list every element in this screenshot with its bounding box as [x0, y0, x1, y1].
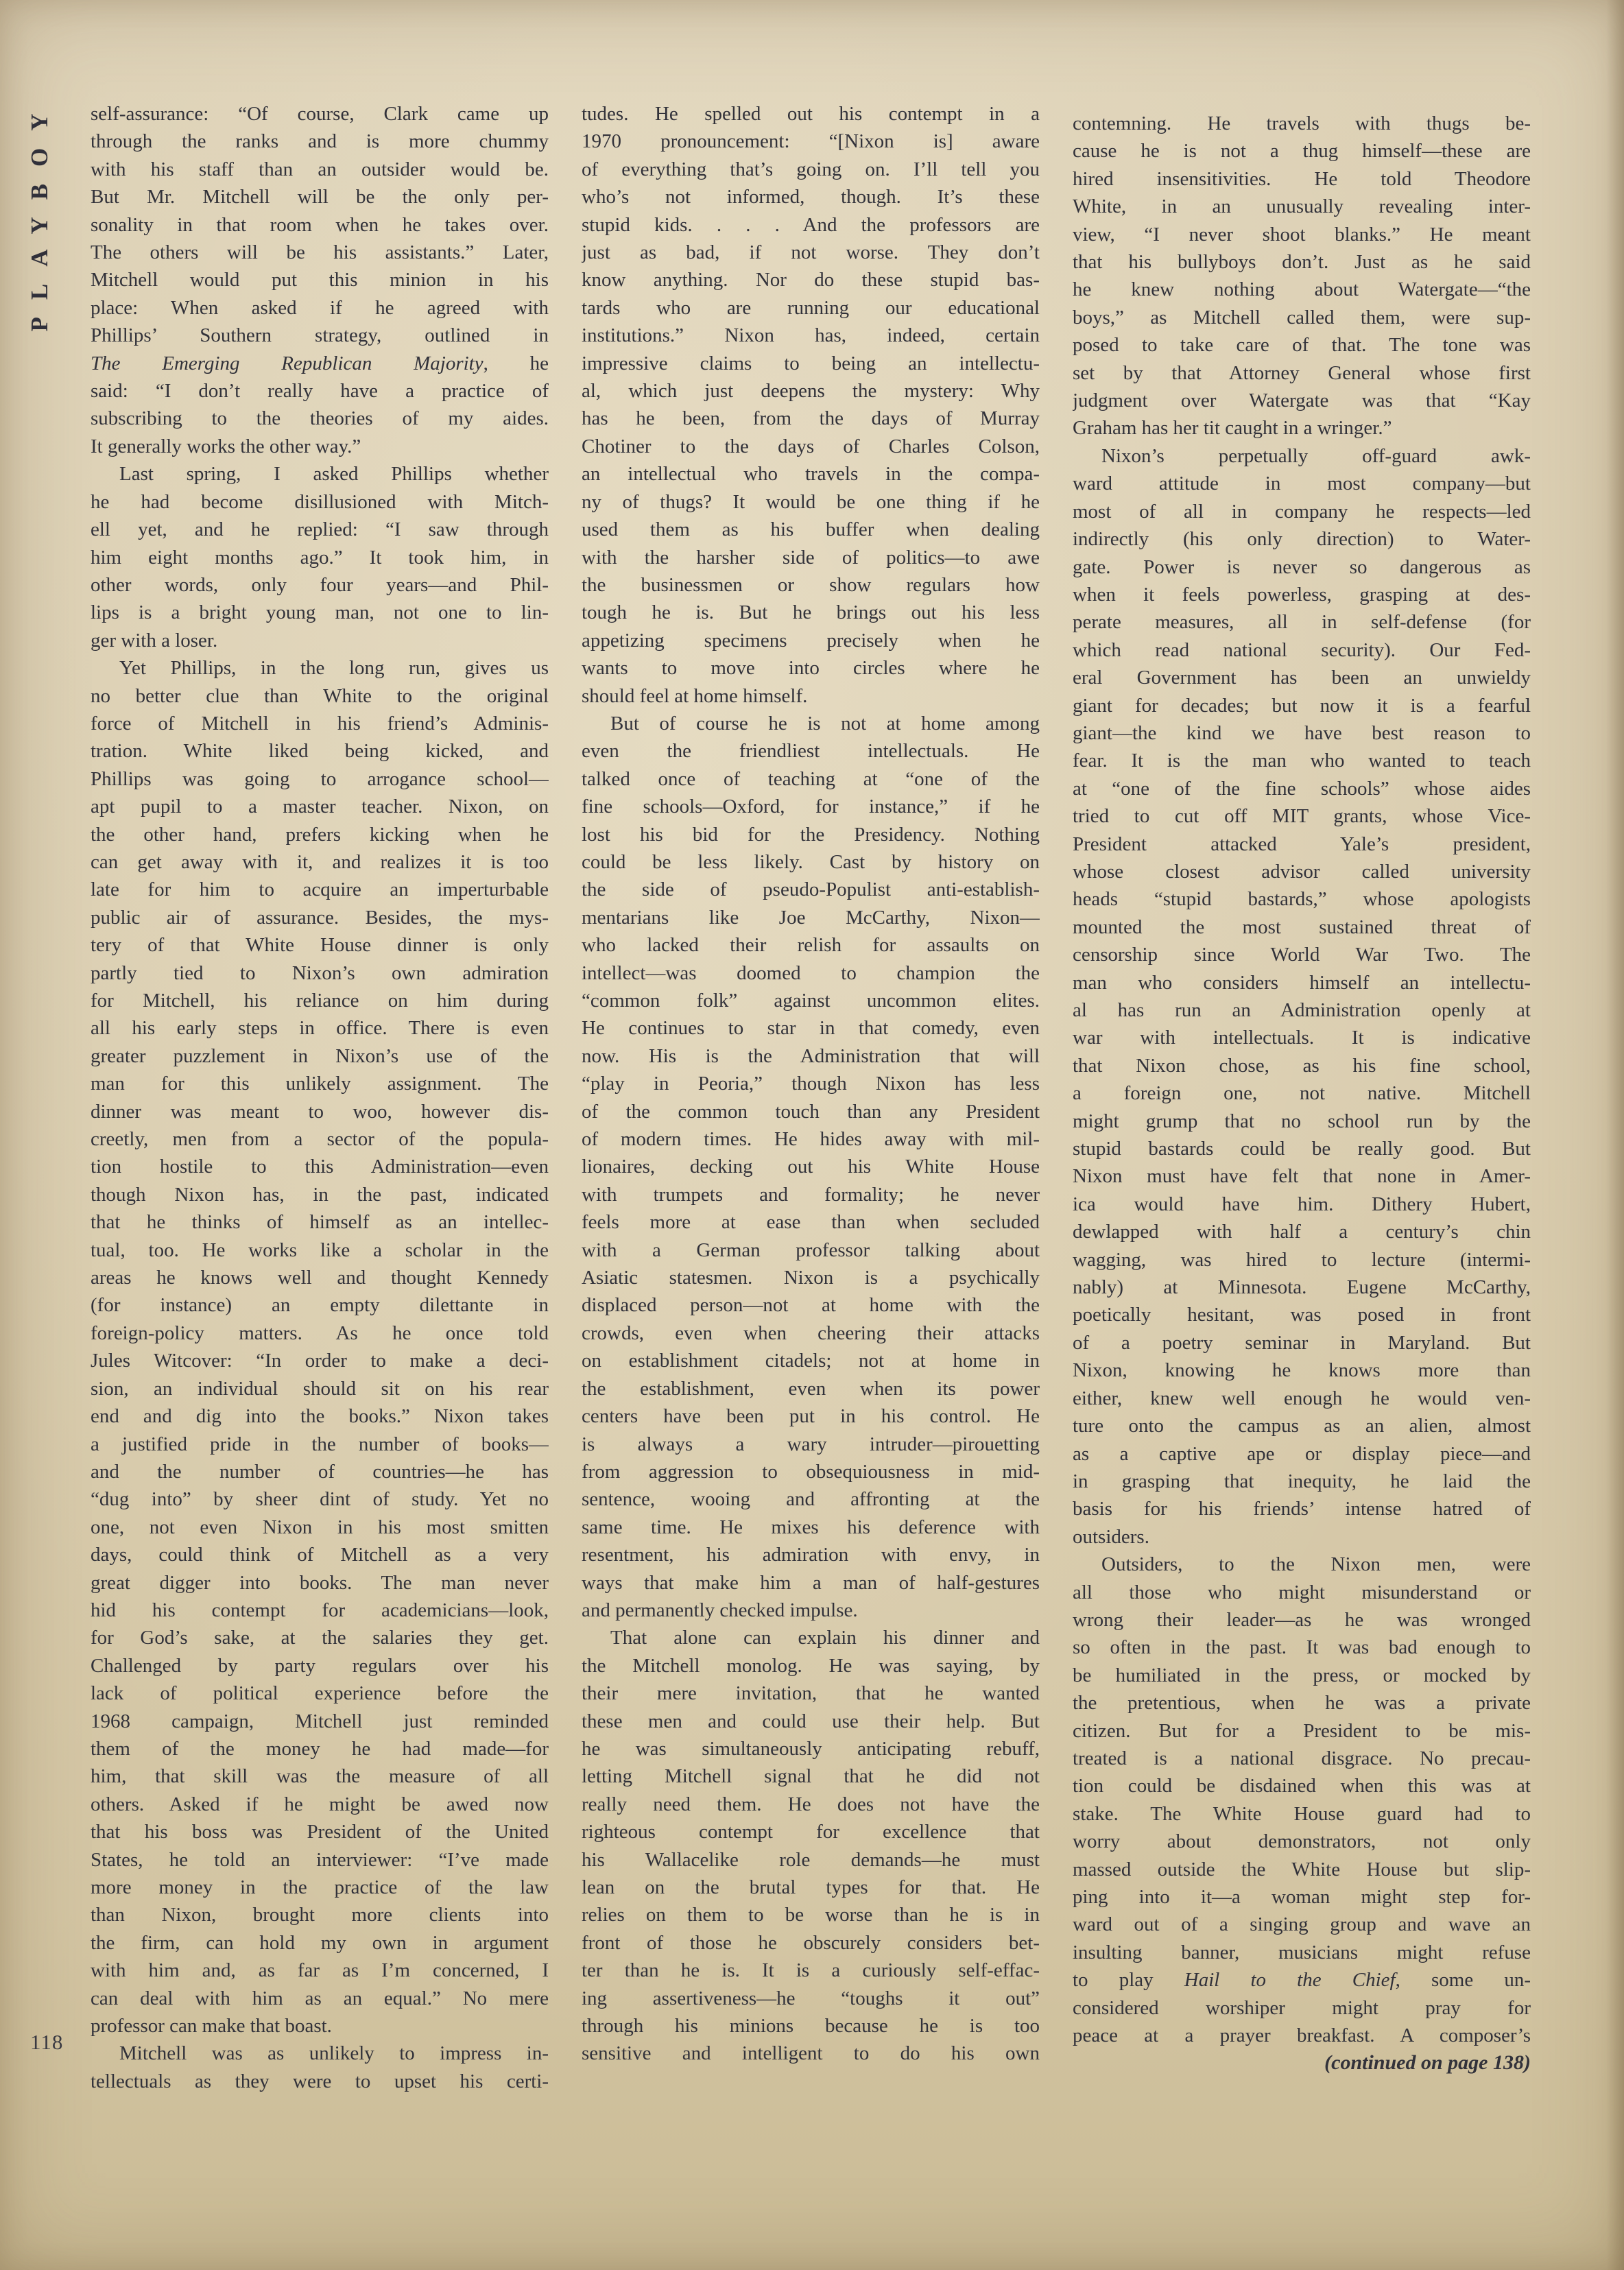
text-line: same time. He mixes his deference with — [582, 1516, 1040, 1538]
text-line: who’s not informed, though. It’s these — [582, 186, 1040, 208]
text-line: institutions.” Nixon has, indeed, certain — [582, 324, 1040, 347]
text-line: an intellectual who travels in the compa- — [582, 463, 1040, 486]
text-line: censorship since World War Two. The — [1073, 944, 1531, 966]
text-line: Yet Phillips, in the long run, gives us — [119, 657, 549, 680]
text-line: hid his contempt for academicians—look, — [91, 1599, 549, 1621]
text-line: view, “I never shoot blanks.” He meant — [1073, 223, 1531, 246]
text-line: ter than he is. It is a curiously self-effac- — [582, 1959, 1040, 1982]
text-line: talked once of teaching at “one of the — [582, 767, 1040, 790]
text-line: ger with a loser. — [91, 629, 218, 652]
text-line: centers have been put in his control. He — [582, 1405, 1040, 1428]
text-line: outsiders. — [1073, 1525, 1149, 1548]
text-line: worry about demonstrators, not only — [1073, 1830, 1531, 1853]
text-line: either, knew well enough he would ven- — [1073, 1387, 1531, 1409]
text-line: days, could think of Mitchell as a very — [91, 1544, 549, 1566]
text-line: used them as his buffer when dealing — [582, 518, 1040, 541]
text-line: intellect—was doomed to champion the — [582, 961, 1040, 984]
text-line: lack of political experience before the — [91, 1682, 549, 1705]
text-line: Graham has her tit caught in a wringer.” — [1073, 417, 1392, 440]
text-line: dewlapped with half a century’s chin — [1073, 1221, 1531, 1243]
text-line: for God’s sake, at the salaries they get. — [91, 1627, 549, 1649]
text-line: stupid kids. . . . And the professors are — [582, 213, 1040, 236]
text-line: wants to move into circles where he — [582, 657, 1040, 680]
text-line: That alone can explain his dinner and — [610, 1627, 1040, 1649]
text-line: that his boss was President of the United — [91, 1821, 549, 1843]
text-line: heads “stupid bastards,” whose apologists — [1073, 888, 1531, 911]
text-line: mentarians like Joe McCarthy, Nixon— — [582, 906, 1040, 929]
text-line: ture onto the campus as an alien, almost — [1073, 1415, 1531, 1437]
text-line: sion, an individual should sit on his rear — [91, 1377, 549, 1400]
text-line: “play in Peoria,” though Nixon has less — [582, 1073, 1040, 1095]
text-line: can deal with him as an equal.” No mere — [91, 1987, 549, 2009]
text-line: greater puzzlement in Nixon’s use of the — [91, 1044, 549, 1067]
text-line: set by that Attorney General whose first — [1073, 361, 1531, 384]
text-line: of the common touch than any President — [582, 1100, 1040, 1123]
text-line: feels more at ease than when secluded — [582, 1211, 1040, 1234]
text-line: ny of thugs? It would be one thing if he — [582, 490, 1040, 513]
text-line: know anything. Nor do these stupid bas- — [582, 269, 1040, 291]
text-line: Jules Witcover: “In order to make a deci- — [91, 1350, 549, 1372]
text-line: “dug into” by sheer dint of study. Yet no — [91, 1488, 549, 1511]
text-line: from aggression to obsequiousness in mid- — [582, 1460, 1040, 1483]
text-line: Phillips’ Southern strategy, outlined in — [91, 324, 549, 347]
text-line: tual, too. He works like a scholar in the — [91, 1239, 549, 1261]
text-line: sonality in that room when he takes over. — [91, 213, 549, 236]
text-line: White, in an unusually revealing inter- — [1073, 195, 1531, 218]
text-line: the firm, can hold my own in argument — [91, 1931, 549, 1954]
text-line: man for this unlikely assignment. The — [91, 1073, 549, 1095]
text-column-1 — [91, 100, 549, 2095]
text-line: all his early steps in office. There is even — [91, 1017, 549, 1040]
text-line: others. Asked if he might be awed now — [91, 1793, 549, 1815]
text-line: should feel at home himself. — [582, 684, 808, 707]
text-line: of a poetry seminar in Maryland. But — [1073, 1331, 1531, 1354]
text-line: apt pupil to a master teacher. Nixon, on — [91, 796, 549, 818]
text-line: tried to cut off MIT grants, whose Vice- — [1073, 805, 1531, 828]
text-line: Challenged by party regulars over his — [91, 1654, 549, 1677]
text-column-3 — [1073, 110, 1531, 2095]
text-line: his Wallacelike role demands—he must — [582, 1848, 1040, 1871]
text-line: Last spring, I asked Phillips whether — [119, 463, 549, 486]
text-line: stupid bastards could be really good. But — [1073, 1138, 1531, 1160]
text-line: said: “I don’t really have a practice of — [91, 380, 549, 403]
text-line: appetizing specimens precisely when he — [582, 629, 1040, 652]
text-line: tion could be disdained when this was at — [1073, 1775, 1531, 1797]
text-line: which read national security). Our Fed- — [1073, 638, 1531, 661]
text-line: Mitchell would put this minion in his — [91, 269, 549, 291]
text-line: insulting banner, musicians might refuse — [1073, 1941, 1531, 1963]
text-line: nably) at Minnesota. Eugene McCarthy, — [1073, 1276, 1531, 1299]
text-line: resentment, his admiration with envy, in — [582, 1544, 1040, 1566]
text-line: It generally works the other way.” — [91, 435, 361, 457]
text-line: wrong their leader—as he was wronged — [1073, 1608, 1531, 1631]
text-line: of everything that’s going on. I’ll tell you — [582, 158, 1040, 180]
text-line: President attacked Yale’s president, — [1073, 833, 1531, 855]
text-line: considered worshiper might pray for — [1073, 1996, 1531, 2019]
text-line: has he been, from the days of Murray — [582, 407, 1040, 430]
text-line: (for instance) an empty dilettante in — [91, 1294, 549, 1317]
text-line: fine schools—Oxford, for instance,” if he — [582, 796, 1040, 818]
text-line: through his minions because he is too — [582, 2015, 1040, 2038]
text-line: displaced person—not at home with the — [582, 1294, 1040, 1317]
text-line: ing assertiveness—he “toughs it out” — [582, 1987, 1040, 2009]
text-line: Nixon must have felt that none in Amer- — [1073, 1165, 1531, 1188]
text-line: them of the money he had made—for — [91, 1737, 549, 1760]
text-line: might grump that no school run by the — [1073, 1110, 1531, 1132]
text-line: him eight months ago.” It took him, in — [91, 546, 549, 569]
text-line: as a captive ape or display piece—and — [1073, 1442, 1531, 1465]
text-line: self-assurance: “Of course, Clark came up — [91, 103, 549, 125]
text-line: dinner was meant to woo, however dis- — [91, 1100, 549, 1123]
text-line: sentence, wooing and affronting at the — [582, 1488, 1040, 1511]
text-line: the Mitchell monolog. He was saying, by — [582, 1654, 1040, 1677]
text-line: letting Mitchell signal that he did not — [582, 1765, 1040, 1788]
text-line: ica would have him. Dithery Hubert, — [1073, 1193, 1531, 1215]
text-line: lionaires, decking out his White House — [582, 1156, 1040, 1178]
text-line: he knew nothing about Watergate—“the — [1073, 278, 1531, 301]
text-line: the other hand, prefers kicking when he — [91, 823, 549, 846]
text-line: in grasping that inequity, he laid the — [1073, 1470, 1531, 1492]
text-line: at “one of the fine schools” whose aides — [1073, 777, 1531, 800]
text-line: end and dig into the books.” Nixon takes — [91, 1405, 549, 1428]
text-line: (continued on page 138) — [1324, 2051, 1531, 2075]
text-line: though Nixon has, in the past, indicated — [91, 1183, 549, 1206]
text-line: these men and could use their help. But — [582, 1710, 1040, 1732]
text-line: subscribing to the theories of my aides. — [91, 407, 549, 430]
text-line: now. His is the Administration that will — [582, 1044, 1040, 1067]
text-line: war with intellectuals. It is indicative — [1073, 1027, 1531, 1049]
text-line: Outsiders, to the Nixon men, were — [1101, 1553, 1531, 1576]
text-line: ward out of a singing group and wave an — [1073, 1913, 1531, 1936]
text-line: be humiliated in the press, or mocked by — [1073, 1664, 1531, 1686]
text-line: hired insensitivities. He told Theodore — [1073, 167, 1531, 190]
text-line: indirectly (his only direction) to Water- — [1073, 528, 1531, 551]
text-line: the side of pseudo-Populist anti-establish- — [582, 879, 1040, 901]
text-line: front of those he obscurely considers bet- — [582, 1931, 1040, 1954]
text-line: with a German professor talking about — [582, 1239, 1040, 1261]
text-line: massed outside the White House but slip- — [1073, 1858, 1531, 1880]
text-line: al, which just deepens the mystery: Why — [582, 380, 1040, 403]
text-line: when it feels powerless, grasping at des- — [1073, 583, 1531, 606]
text-line: force of Mitchell in his friend’s Adminis- — [91, 712, 549, 734]
text-line: the businessmen or show regulars how — [582, 573, 1040, 596]
text-line: Asiatic statesmen. Nixon is a psychically — [582, 1267, 1040, 1289]
text-line: eral Government has been an unwieldy — [1073, 667, 1531, 689]
text-line: through the ranks and is more chummy — [91, 130, 549, 153]
text-line: basis for his friends’ intense hatred of — [1073, 1498, 1531, 1520]
text-line: peace at a prayer breakfast. A composer’s — [1073, 2024, 1531, 2047]
text-line: him, that skill was the measure of all — [91, 1765, 549, 1788]
text-line: their mere invitation, that he wanted — [582, 1682, 1040, 1705]
text-line: tion hostile to this Administration—even — [91, 1156, 549, 1178]
text-line: He continues to star in that comedy, even — [582, 1017, 1040, 1040]
text-line: can get away with it, and realizes it is too — [91, 850, 549, 873]
text-line: for Mitchell, his reliance on him during — [91, 990, 549, 1012]
text-line: and permanently checked impulse. — [582, 1599, 858, 1621]
text-line: mounted the most sustained threat of — [1073, 916, 1531, 938]
text-line: public air of assurance. Besides, the mys- — [91, 906, 549, 929]
text-line: really need them. He does not have the — [582, 1793, 1040, 1815]
text-line: The Emerging Republican Majority, he — [91, 352, 549, 374]
text-line: and the number of countries—he has — [91, 1460, 549, 1483]
text-line: Mitchell was as unlikely to impress in- — [119, 2042, 549, 2065]
text-line: tellectuals as they were to upset his certi- — [91, 2070, 549, 2092]
text-line: contemning. He travels with thugs be- — [1073, 112, 1531, 134]
text-line: of modern times. He hides away with mil- — [582, 1128, 1040, 1151]
text-line: Phillips was going to arrogance school— — [91, 767, 549, 790]
text-line: gate. Power is never so dangerous as — [1073, 555, 1531, 578]
text-line: than Nixon, brought more clients into — [91, 1904, 549, 1926]
text-column-2 — [582, 100, 1040, 2095]
text-line: But of course he is not at home among — [610, 712, 1040, 734]
text-line: foreign-policy matters. As he once told — [91, 1322, 549, 1344]
text-line: giant for decades; but now it is a fearful — [1073, 694, 1531, 717]
text-line: creetly, men from a sector of the popula- — [91, 1128, 549, 1151]
text-line: giant—the kind we have best reason to — [1073, 721, 1531, 744]
text-line: the pretentious, when he was a private — [1073, 1692, 1531, 1715]
text-line: fear. It is the man who wanted to teach — [1073, 750, 1531, 772]
article-body — [91, 100, 1531, 2095]
text-line: tudes. He spelled out his contempt in a — [582, 103, 1040, 125]
text-line: tery of that White House dinner is only — [91, 934, 549, 957]
text-line: with trumpets and formality; he never — [582, 1183, 1040, 1206]
text-line: cause he is not a thug himself—these are — [1073, 140, 1531, 163]
text-line: professor can make that boast. — [91, 2015, 332, 2038]
text-line: ways that make him a man of half-gestures — [582, 1571, 1040, 1594]
text-line: ping into it—a woman might step for- — [1073, 1886, 1531, 1908]
text-line: lean on the brutal types for that. He — [582, 1876, 1040, 1898]
text-line: The others will be his assistants.” Later, — [91, 241, 549, 264]
text-line: Chotiner to the days of Charles Colson, — [582, 435, 1040, 457]
text-line: most of all in company he respects—led — [1073, 500, 1531, 523]
text-line: tough he is. But he brings out his less — [582, 601, 1040, 624]
text-line: is always a wary intruder—pirouetting — [582, 1433, 1040, 1455]
text-line: no better clue than White to the original — [91, 684, 549, 707]
text-line: partly tied to Nixon’s own admiration — [91, 961, 549, 984]
text-line: areas he knows well and thought Kennedy — [91, 1267, 549, 1289]
text-line: more money in the practice of the law — [91, 1876, 549, 1898]
text-line: al has run an Administration openly at — [1073, 999, 1531, 1021]
text-line: that his bullyboys don’t. Just as he said — [1073, 251, 1531, 274]
text-line: all those who might misunderstand or — [1073, 1581, 1531, 1603]
text-line: whose closest advisor called university — [1073, 860, 1531, 883]
text-line: lost his bid for the Presidency. Nothing — [582, 823, 1040, 846]
text-line: man who considers himself an intellectu- — [1073, 971, 1531, 994]
text-line: lips is a bright young man, not one to lin- — [91, 601, 549, 624]
text-line: tards who are running our educational — [582, 296, 1040, 319]
text-line: States, he told an interviewer: “I’ve made — [91, 1848, 549, 1871]
text-line: But Mr. Mitchell will be the only per- — [91, 186, 549, 208]
text-line: impressive claims to being an intellectu- — [582, 352, 1040, 374]
text-line: citizen. But for a President to be mis- — [1073, 1719, 1531, 1742]
text-line: he was simultaneously anticipating rebuff, — [582, 1737, 1040, 1760]
text-line: 1970 pronouncement: “[Nixon is] aware — [582, 130, 1040, 153]
text-line: late for him to acquire an imperturbable — [91, 879, 549, 901]
text-line: that Nixon chose, as his fine school, — [1073, 1054, 1531, 1077]
text-line: the establishment, even when its power — [582, 1377, 1040, 1400]
playboy-spine-label: PLAYBOY — [26, 96, 53, 332]
text-line: stake. The White House guard had to — [1073, 1802, 1531, 1825]
text-line: crowds, even when cheering their attacks — [582, 1322, 1040, 1344]
text-line: to play Hail to the Chief, some un- — [1073, 1969, 1531, 1992]
text-line: treated is a national disgrace. No precau- — [1073, 1747, 1531, 1769]
text-line: place: When asked if he agreed with — [91, 296, 549, 319]
text-line: one, not even Nixon in his most smitten — [91, 1516, 549, 1538]
text-line: tration. White liked being kicked, and — [91, 740, 549, 763]
text-line: that he thinks of himself as an intellec- — [91, 1211, 549, 1234]
text-line: just as bad, if not worse. They don’t — [582, 241, 1040, 264]
text-line: Nixon, knowing he knows more than — [1073, 1359, 1531, 1382]
page-number: 118 — [30, 2030, 64, 2054]
text-line: a foreign one, not native. Mitchell — [1073, 1082, 1531, 1105]
text-line: ward attitude in most company—but — [1073, 473, 1531, 495]
text-line: great digger into books. The man never — [91, 1571, 549, 1594]
text-line: poetically hesitant, was posed in front — [1073, 1304, 1531, 1326]
text-line: relies on them to be worse than he is in — [582, 1904, 1040, 1926]
text-line: even the friendliest intellectuals. He — [582, 740, 1040, 763]
text-line: righteous contempt for excellence that — [582, 1821, 1040, 1843]
text-line: Nixon’s perpetually off-guard awk- — [1101, 444, 1531, 467]
text-line: so often in the past. It was bad enough to — [1073, 1636, 1531, 1659]
text-line: judgment over Watergate was that “Kay — [1073, 390, 1531, 412]
text-line: 1968 campaign, Mitchell just reminded — [91, 1710, 549, 1732]
text-line: on establishment citadels; not at home in — [582, 1350, 1040, 1372]
text-line: perate measures, all in self-defense (for — [1073, 611, 1531, 634]
text-line: wagging, was hired to lecture (intermi- — [1073, 1248, 1531, 1271]
text-line: posed to take care of that. The tone was — [1073, 334, 1531, 357]
text-line: with him and, as far as I’m concerned, I — [91, 1959, 549, 1982]
text-line: with his staff than an outsider would be. — [91, 158, 549, 180]
text-line: could be less likely. Cast by history on — [582, 850, 1040, 873]
text-line: boys,” as Mitchell called them, were sup- — [1073, 306, 1531, 328]
text-line: ell yet, and he replied: “I saw through — [91, 518, 549, 541]
text-line: “common folk” against uncommon elites. — [582, 990, 1040, 1012]
text-line: other words, only four years—and Phil- — [91, 573, 549, 596]
text-line: who lacked their relish for assaults on — [582, 934, 1040, 957]
text-line: sensitive and intelligent to do his own — [582, 2042, 1040, 2065]
page-edge-shadow — [1606, 0, 1624, 2270]
text-line: a justified pride in the number of books— — [91, 1433, 549, 1455]
text-line: he had become disillusioned with Mitch- — [91, 490, 549, 513]
text-line: with the harsher side of politics—to awe — [582, 546, 1040, 569]
